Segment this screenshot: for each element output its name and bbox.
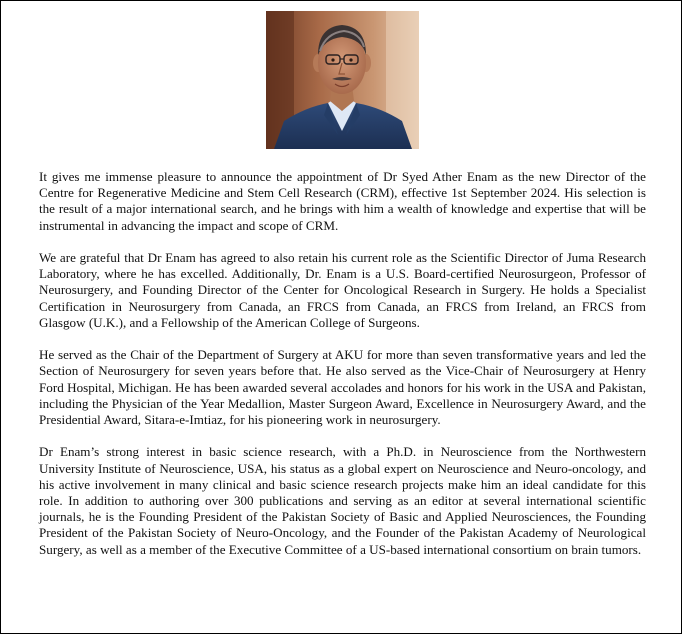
announcement-body <box>39 169 646 558</box>
paragraph-research: Dr Enam’s strong interest in basic science research, with a Ph.D. in Neuroscience from the Northwestern University Institute of Neuroscience, USA, his status as a global expert on Neuroscience and Neuro-oncology, and his active involvement in many clinical and basic science research projects make him an ideal candidate for this role. In addition to authoring over 300 publications and serving as an editor at several international scientific journals, he is the Founding President of the Pakistan Society of Basic and Applied Neurosciences, the Founding President of the Pakistan Society of Neuro-Oncology, and the Founder of the Pakistan Academy of Neurological Surgery, as well as a member of the Executive Committee of a US-based international consortium on brain tumors. <box>39 444 646 557</box>
portrait-photo <box>266 11 419 149</box>
paragraph-career: He served as the Chair of the Department of Surgery at AKU for more than seven transformative years and led the Section of Neurosurgery for seven years before that. He also served as the Vice-Chair of Neurosurgery at Henry Ford Hospital, Michigan. He has been awarded several accolades and honors for his work in the USA and Pakistan, including the Physician of the Year Medallion, Master Surgeon Award, Excellence in Neurosurgery Award, and the Presidential Award, Sitara-e-Imtiaz, for his pioneering work in neurosurgery. <box>39 347 646 428</box>
paragraph-appointment: It gives me immense pleasure to announce the appointment of Dr Syed Ather Enam as the new Director of the Centre for Regenerative Medicine and Stem Cell Research (CRM), effective 1st September 2024. His selection is the result of a major international search, and he brings with him a wealth of knowledge and expertise that will be instrumental in advancing the impact and scope of CRM. <box>39 169 646 233</box>
paragraph-credentials: We are grateful that Dr Enam has agreed to also retain his current role as the Scientific Director of Juma Research Laboratory, where he has excelled. Additionally, Dr. Enam is a U.S. Board-certified Neurosurgeon, Professor of Neurosurgery, and Founding Director of the Center for Oncological Research in Surgery. He holds a Specialist Certification in Neurosurgery from Canada, an FRCS from Canada, an FRCS from Ireland, an FRCS from Glasgow (U.K.), and a Fellowship of the American College of Surgeons. <box>39 250 646 330</box>
